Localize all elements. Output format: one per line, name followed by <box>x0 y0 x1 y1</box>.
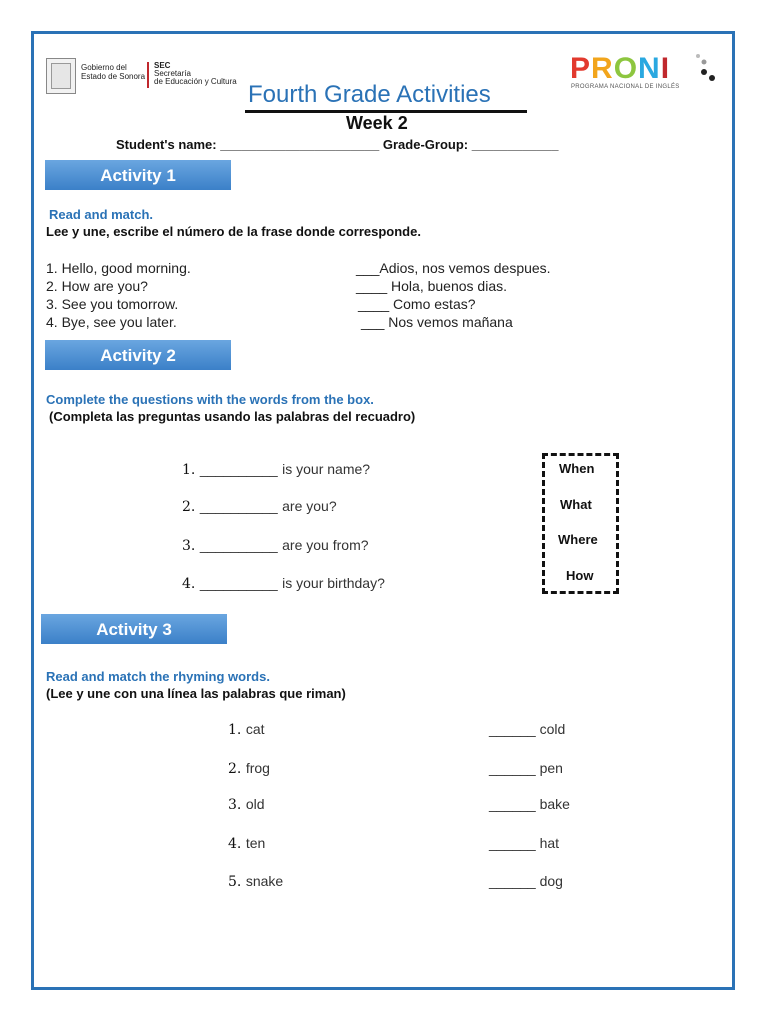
box-word: When <box>559 461 595 476</box>
sec-line3: de Educación y Cultura <box>154 77 237 86</box>
proni-letter-p: P <box>570 52 592 85</box>
list-item: 1. Hello, good morning. <box>46 260 191 276</box>
rhyme-right-item <box>489 796 570 812</box>
answer-blank: ______ <box>489 873 536 889</box>
question-row <box>182 537 369 555</box>
rhyme-word: old <box>245 796 265 812</box>
page-title: Fourth Grade Activities <box>248 81 491 108</box>
gobierno-line2: Estado de Sonora <box>81 72 146 81</box>
question-text: are you from? <box>282 537 369 553</box>
question-number: 1. <box>182 462 196 478</box>
question-text: is your birthday? <box>282 575 385 591</box>
rhyme-right-item <box>489 873 563 889</box>
sec-divider <box>147 62 149 88</box>
activity-3-heading-en: Read and match the rhyming words. <box>46 669 270 684</box>
student-name-line: Student's name: ______________________ Grade-Group: ____________ <box>116 137 559 152</box>
rhyme-word: cold <box>539 721 566 737</box>
question-row <box>182 498 337 516</box>
activity-1-banner: Activity 1 <box>45 160 231 190</box>
list-item: 2. How are you? <box>46 278 148 294</box>
rhyme-word: pen <box>539 760 563 776</box>
sec-text <box>154 62 237 86</box>
answer-blank: ______ <box>489 760 536 776</box>
rhyme-word: cat <box>245 721 265 737</box>
sec-line1: SEC <box>154 61 171 70</box>
list-item: ___Adios, nos vemos despues. <box>356 260 551 276</box>
question-number: 4. <box>182 576 196 592</box>
rhyme-left-item <box>228 873 283 891</box>
proni-letter-r: R <box>591 52 614 85</box>
gobierno-line1: Gobierno del <box>81 63 127 72</box>
box-word: How <box>566 568 594 583</box>
activity-3-banner: Activity 3 <box>41 614 227 644</box>
question-number: 2. <box>182 499 196 515</box>
activity-1-heading-en: Read and match. <box>49 207 154 222</box>
question-text: are you? <box>282 498 337 514</box>
proni-subtitle: PROGRAMA NACIONAL DE INGLÉS <box>571 84 680 90</box>
box-word: What <box>560 497 592 512</box>
rhyme-number: 3. <box>228 797 242 813</box>
activity-2-heading-en: Complete the questions with the words from the box. <box>46 392 374 407</box>
rhyme-word: snake <box>245 873 284 889</box>
answer-blank: __________ <box>199 461 278 477</box>
week-label: Week 2 <box>346 113 408 133</box>
proni-letter-n: N <box>638 52 661 85</box>
list-item: 4. Bye, see you later. <box>46 314 177 330</box>
rhyme-number: 1. <box>228 722 242 738</box>
rhyme-right-item <box>489 760 563 776</box>
question-row <box>182 461 370 479</box>
answer-blank: ______ <box>489 835 536 851</box>
rhyme-number: 5. <box>228 874 242 890</box>
activity-1-right-list <box>356 259 551 331</box>
rhyme-left-item <box>228 760 270 778</box>
rhyme-word: hat <box>539 835 560 851</box>
question-text: is your name? <box>282 461 371 477</box>
activity-1-heading-es: Lee y une, escribe el número de la frase donde corresponde. <box>46 224 421 239</box>
box-word: Where <box>558 532 598 547</box>
rhyme-word: bake <box>539 796 570 812</box>
rhyme-word: dog <box>539 873 563 889</box>
gobierno-text <box>81 63 145 81</box>
answer-blank: __________ <box>199 498 278 514</box>
question-number: 3. <box>182 538 196 554</box>
rhyme-left-item <box>228 835 265 853</box>
list-item: ____ Hola, buenos dias. <box>356 278 507 294</box>
rhyme-word: ten <box>245 835 266 851</box>
answer-blank: __________ <box>199 537 278 553</box>
rhyme-word: frog <box>245 760 270 776</box>
activity-3-heading-es: (Lee y une con una línea las palabras que riman) <box>46 686 346 701</box>
activity-2-heading-es: (Completa las preguntas usando las palabras del recuadro) <box>49 409 416 424</box>
answer-blank: __________ <box>199 575 278 591</box>
rhyme-left-item <box>228 721 265 739</box>
activity-2-banner: Activity 2 <box>45 340 231 370</box>
rhyme-right-item <box>489 721 565 737</box>
proni-letter-i: I <box>660 52 671 85</box>
activity-1-left-list <box>46 259 191 331</box>
answer-blank: ______ <box>489 796 536 812</box>
rhyme-right-item <box>489 835 559 851</box>
proni-letter-o: O <box>613 52 639 85</box>
list-item: ___ Nos vemos mañana <box>361 314 513 330</box>
list-item: ____ Como estas? <box>358 296 476 312</box>
sec-line2: Secretaría <box>154 69 191 78</box>
rhyme-number: 4. <box>228 836 242 852</box>
proni-dots-icon <box>692 52 722 82</box>
list-item: 3. See you tomorrow. <box>46 296 179 312</box>
rhyme-left-item <box>228 796 265 814</box>
rhyme-number: 2. <box>228 761 242 777</box>
answer-blank: ______ <box>489 721 536 737</box>
proni-logo <box>570 52 670 86</box>
sonora-coat-of-arms-logo <box>46 58 76 94</box>
question-row <box>182 575 385 593</box>
